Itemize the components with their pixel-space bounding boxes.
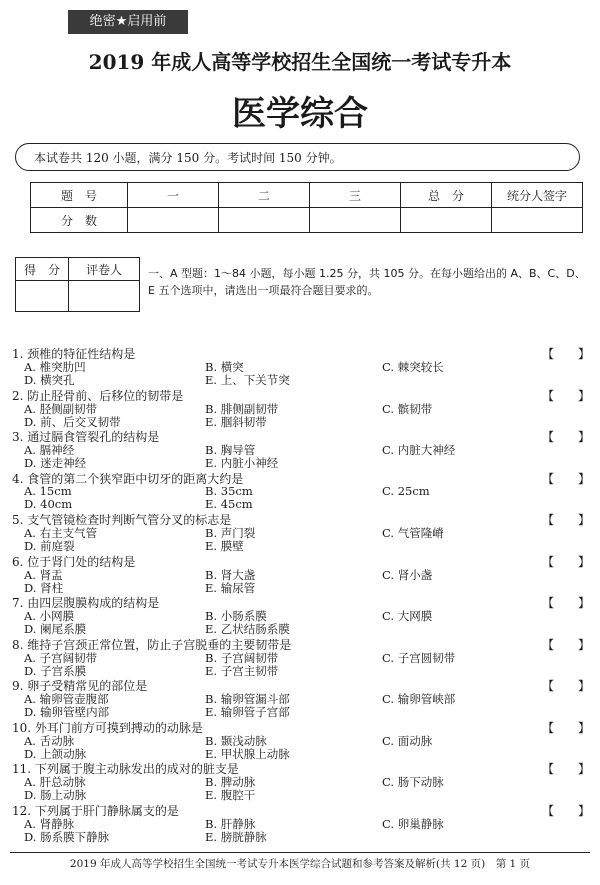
question-stem: 9. 卵子受精常见的部位是	[12, 679, 148, 693]
score-table	[30, 182, 583, 233]
option-b[interactable]: B. 颞浅动脉	[205, 733, 267, 748]
option-b[interactable]: B. 35cm	[205, 483, 253, 498]
option-a[interactable]: A. 输卵管壶腹部	[24, 692, 109, 706]
option-d[interactable]: D. 肾柱	[24, 580, 64, 595]
answer-bracket[interactable]: 【 】	[542, 679, 591, 693]
option-c[interactable]: C. 气管隆嵴	[382, 526, 444, 540]
option-e[interactable]: E. 45cm	[205, 496, 253, 511]
option-c[interactable]: C. 面动脉	[382, 733, 433, 748]
option-e[interactable]: E. 子宫主韧带	[205, 663, 279, 678]
question-stem: 7. 由四层腹膜构成的结构是	[12, 596, 160, 610]
question-stem: 5. 支气管镜检查时判断气管分叉的标志是	[12, 513, 232, 527]
answer-bracket[interactable]: 【 】	[542, 347, 591, 361]
score-header-cell: 二	[219, 183, 310, 208]
question-stem: 3. 通过膈食管裂孔的结构是	[12, 430, 160, 444]
answer-bracket[interactable]: 【 】	[542, 388, 591, 403]
option-d[interactable]: D. 迷走神经	[24, 456, 87, 470]
option-a[interactable]: A. 舌动脉	[24, 733, 75, 748]
answer-bracket[interactable]: 【 】	[542, 762, 591, 776]
question-stem: 8. 维持子宫颈正常位置，防止子宫脱垂的主要韧带是	[12, 637, 292, 652]
option-a[interactable]: A. 小网膜	[24, 609, 75, 623]
option-b[interactable]: B. 声门裂	[205, 526, 256, 540]
option-c[interactable]: C. 肾小盏	[382, 567, 433, 582]
question-stem: 2. 防止胫骨前、后移位的韧带是	[12, 388, 184, 403]
answer-bracket[interactable]: 【 】	[542, 554, 591, 569]
exam-title: 2019 年成人高等学校招生全国统一考试专升本	[88, 50, 512, 74]
option-e[interactable]: E. 乙状结肠系膜	[205, 622, 290, 636]
grader-score-cell[interactable]	[16, 281, 69, 312]
option-d[interactable]: D. 前、后交叉韧带	[24, 414, 121, 429]
option-c[interactable]: C. 髌韧带	[382, 401, 433, 416]
answer-bracket[interactable]: 【 】	[542, 430, 591, 444]
option-e[interactable]: E. 输卵管子宫部	[205, 705, 290, 719]
score-cell[interactable]	[310, 208, 401, 233]
grader-table	[15, 257, 140, 312]
score-cell[interactable]	[128, 208, 219, 233]
subject-title: 医学综合	[232, 94, 368, 134]
option-b[interactable]: B. 脾动脉	[205, 775, 256, 789]
score-header-cell: 题 号	[31, 183, 128, 208]
section-instructions: 一、A 型题：1～84 小题，每小题 1.25 分，共 105 分。在每小题给出的 A、B、C、D、E 五个选项中，请选出一项最符合题目要求的。	[148, 267, 586, 297]
answer-bracket[interactable]: 【 】	[542, 471, 591, 486]
grader-score-label: 得 分	[16, 258, 69, 281]
option-d[interactable]: D. 40cm	[24, 496, 73, 511]
score-table-score-row	[31, 208, 583, 233]
grader-name-cell[interactable]	[69, 281, 140, 312]
score-cell[interactable]	[401, 208, 492, 233]
score-row-label: 分 数	[31, 208, 128, 233]
confidential-badge: 绝密★启用前	[68, 10, 188, 34]
answer-bracket[interactable]: 【 】	[542, 803, 591, 818]
question-stem: 11. 下列属于腹主动脉发出的成对的脏支是	[12, 762, 239, 776]
option-b[interactable]: B. 腓侧副韧带	[205, 401, 279, 416]
option-a[interactable]: A. 肝总动脉	[24, 775, 86, 789]
option-d[interactable]: D. 子宫系膜	[24, 663, 87, 678]
question-stem: 10. 外耳门前方可摸到搏动的动脉是	[12, 720, 203, 735]
option-b[interactable]: B. 输卵管漏斗部	[205, 692, 290, 706]
option-e[interactable]: E. 膀胱静脉	[205, 829, 267, 844]
option-c[interactable]: C. 子宫圆韧带	[382, 650, 456, 665]
option-d[interactable]: D. 输卵管壁内部	[24, 705, 110, 719]
option-b[interactable]: B. 小肠系膜	[205, 609, 267, 623]
option-d[interactable]: D. 肠系膜下静脉	[24, 829, 110, 844]
answer-bracket[interactable]: 【 】	[542, 596, 591, 610]
option-d[interactable]: D. 阑尾系膜	[24, 622, 87, 636]
option-b[interactable]: B. 肾大盏	[205, 567, 256, 582]
score-header-cell: 一	[128, 183, 219, 208]
option-a[interactable]: A. 肾静脉	[24, 816, 75, 831]
page-footer: 2019 年成人高等学校招生全国统一考试专升本医学综合试题和参考答案及解析(共 12 页) 第 1 页	[10, 852, 590, 871]
option-c[interactable]: C. 内脏大神经	[382, 443, 456, 457]
option-c[interactable]: C. 棘突较长	[382, 360, 444, 374]
option-e[interactable]: E. 上、下关节突	[205, 373, 290, 387]
question-stem: 4. 食管的第二个狭窄距中切牙的距离大约是	[12, 471, 244, 486]
option-e[interactable]: E. 腹腔干	[205, 788, 256, 802]
score-header-cell: 总 分	[401, 183, 492, 208]
option-a[interactable]: A. 子宫阔韧带	[24, 650, 98, 665]
option-e[interactable]: E. 内脏小神经	[205, 456, 279, 470]
option-a[interactable]: A. 15cm	[24, 483, 72, 498]
exam-note: 本试卷共 120 小题，满分 150 分。考试时间 150 分钟。	[15, 143, 580, 171]
option-b[interactable]: B. 子宫阔韧带	[205, 650, 279, 665]
option-c[interactable]: C. 输卵管峡部	[382, 692, 456, 706]
option-e[interactable]: E. 腘斜韧带	[205, 414, 267, 429]
option-d[interactable]: D. 横突孔	[24, 373, 75, 387]
score-header-cell: 三	[310, 183, 401, 208]
score-table-header-row	[31, 183, 583, 208]
score-header-cell: 统分人签字	[492, 183, 583, 208]
option-a[interactable]: A. 椎突肋凹	[24, 360, 86, 374]
option-b[interactable]: B. 肝静脉	[205, 816, 256, 831]
option-a[interactable]: A. 胫侧副韧带	[24, 401, 98, 416]
option-a[interactable]: A. 膈神经	[24, 443, 75, 457]
answer-bracket[interactable]: 【 】	[542, 637, 591, 652]
option-a[interactable]: A. 肾盂	[24, 567, 63, 582]
option-c[interactable]: C. 卵巢静脉	[382, 816, 444, 831]
option-e[interactable]: E. 甲状腺上动脉	[205, 746, 290, 761]
grader-name-label: 评卷人	[69, 258, 140, 281]
option-e[interactable]: E. 膜壁	[205, 539, 244, 553]
answer-bracket[interactable]: 【 】	[542, 720, 591, 735]
question-stem: 6. 位于肾门处的结构是	[12, 554, 136, 569]
option-a[interactable]: A. 右主支气管	[24, 526, 98, 540]
option-c[interactable]: C. 25cm	[382, 483, 430, 498]
option-d[interactable]: D. 肠上动脉	[24, 788, 87, 802]
question-stem: 1. 颈椎的特征性结构是	[12, 347, 136, 361]
option-c[interactable]: C. 大网膜	[382, 609, 433, 623]
option-b[interactable]: B. 胸导管	[205, 443, 256, 457]
option-e[interactable]: E. 输尿管	[205, 580, 256, 595]
answer-bracket[interactable]: 【 】	[542, 513, 591, 527]
option-d[interactable]: D. 上颌动脉	[24, 746, 87, 761]
option-b[interactable]: B. 横突	[205, 360, 244, 374]
option-c[interactable]: C. 肠下动脉	[382, 775, 444, 789]
option-d[interactable]: D. 前庭裂	[24, 539, 75, 553]
question-stem: 12. 下列属于肝门静脉属支的是	[12, 803, 179, 818]
score-cell[interactable]	[219, 208, 310, 233]
score-cell[interactable]	[492, 208, 583, 233]
